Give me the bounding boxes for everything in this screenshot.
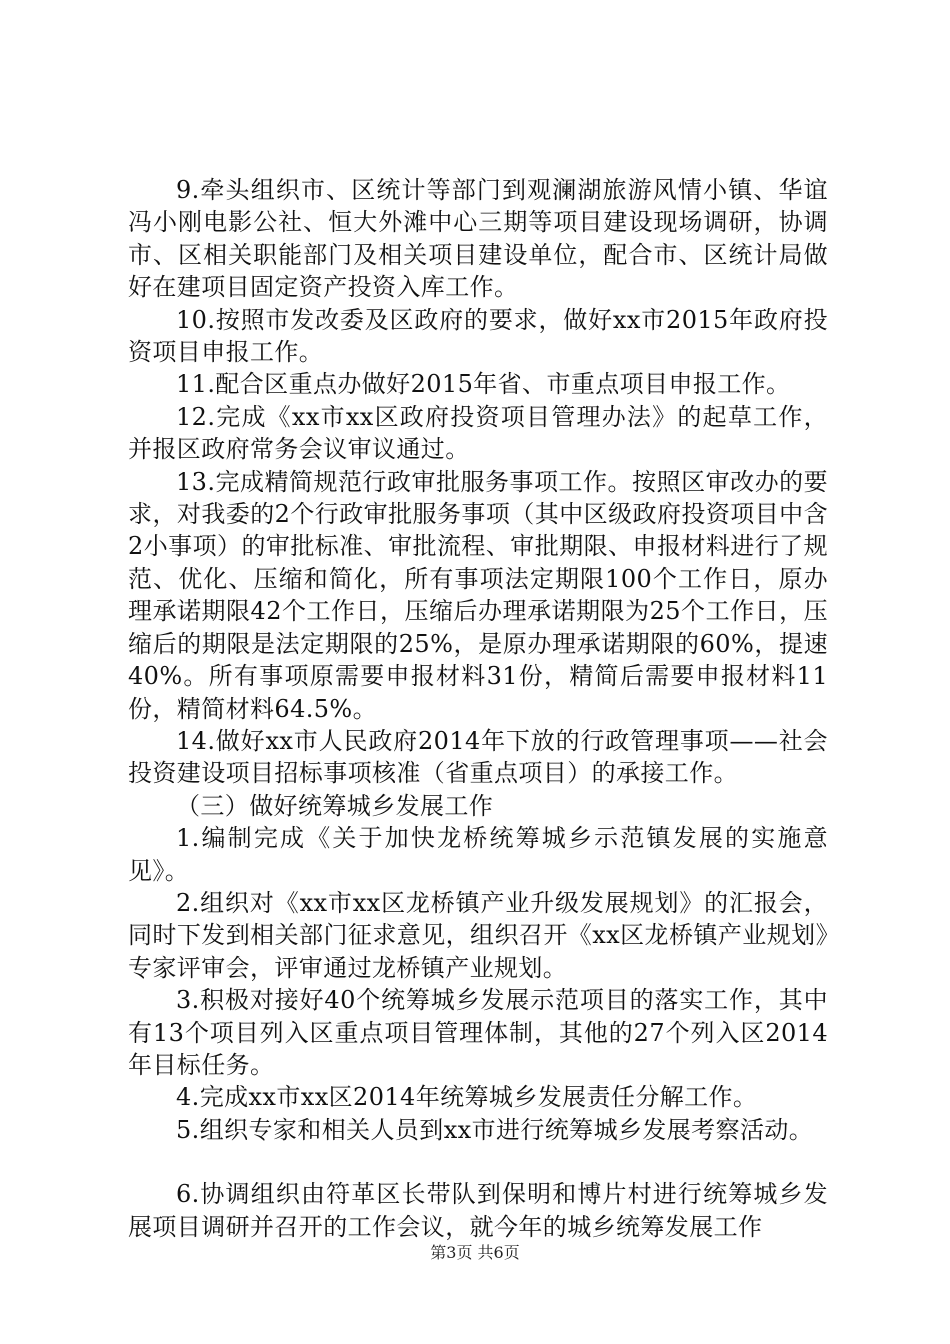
paragraph-item-14: 14.做好xx市人民政府2014年下放的行政管理事项——社会投资建设项目招标事项核准（省重点项目）的承接工作。 (128, 726, 828, 788)
section-heading-3: （三）做好统筹城乡发展工作 (176, 791, 494, 820)
paragraph-item-9: 9.牵头组织市、区统计等部门到观澜湖旅游风情小镇、华谊冯小刚电影公社、恒大外滩中心三期等项目建设现场调研，协调市、区相关职能部门及相关项目建设单位，配合市、区统计局做好在建项目固定资产投资入库工作。 (128, 176, 828, 302)
section3-item-6: 6.协调组织由符革区长带队到保明和博片村进行统筹城乡发展项目调研并召开的工作会议，就今年的城乡统筹发展工作 (128, 1180, 828, 1241)
section3-item-4: 4.完成xx市xx区2014年统筹城乡发展责任分解工作。 (176, 1083, 758, 1112)
page-number-footer: 第3页 共6页 (430, 1243, 520, 1262)
paragraph-item-11: 11.配合区重点办做好2015年省、市重点项目申报工作。 (176, 370, 791, 399)
section3-item-5: 5.组织专家和相关人员到xx市进行统筹城乡发展考察活动。 (176, 1115, 814, 1144)
section3-item-1: 1.编制完成《关于加快龙桥统筹城乡示范镇发展的实施意见》。 (128, 824, 828, 885)
section3-item-3: 3.积极对接好40个统筹城乡发展示范项目的落实工作，其中有13个项目列入区重点项目管理体制，其他的27个列入区2014年目标任务。 (128, 986, 828, 1079)
paragraph-item-10: 10.按照市发改委及区政府的要求，做好xx市2015年政府投资项目申报工作。 (128, 305, 828, 367)
paragraph-item-13: 13.完成精简规范行政审批服务事项工作。按照区审改办的要求，对我委的2个行政审批服务事项（其中区级政府投资项目中含2小事项）的审批标准、审批流程、审批期限、申报材料进行了规范、优化、压缩和简化，所有事项法定期限100个工作日，原办理承诺期限42个工作日，压缩后办理承诺期限为25个工作日，压缩后的期限是法定期限的25%，是原办理承诺期限的60%，提速40%。所有事项原需要申报材料31份，精简后需要申报材料11份，精简材料64.5%。 (128, 467, 828, 723)
paragraph-spacer (128, 1146, 828, 1178)
section3-item-2: 2.组织对《xx市xx区龙桥镇产业升级发展规划》的汇报会，同时下发到相关部门征求意见，组织召开《xx区龙桥镇产业规划》专家评审会，评审通过龙桥镇产业规划。 (128, 888, 828, 982)
document-body (128, 174, 828, 1243)
paragraph-item-12: 12.完成《xx市xx区政府投资项目管理办法》的起草工作，并报区政府常务会议审议通过。 (128, 402, 828, 464)
